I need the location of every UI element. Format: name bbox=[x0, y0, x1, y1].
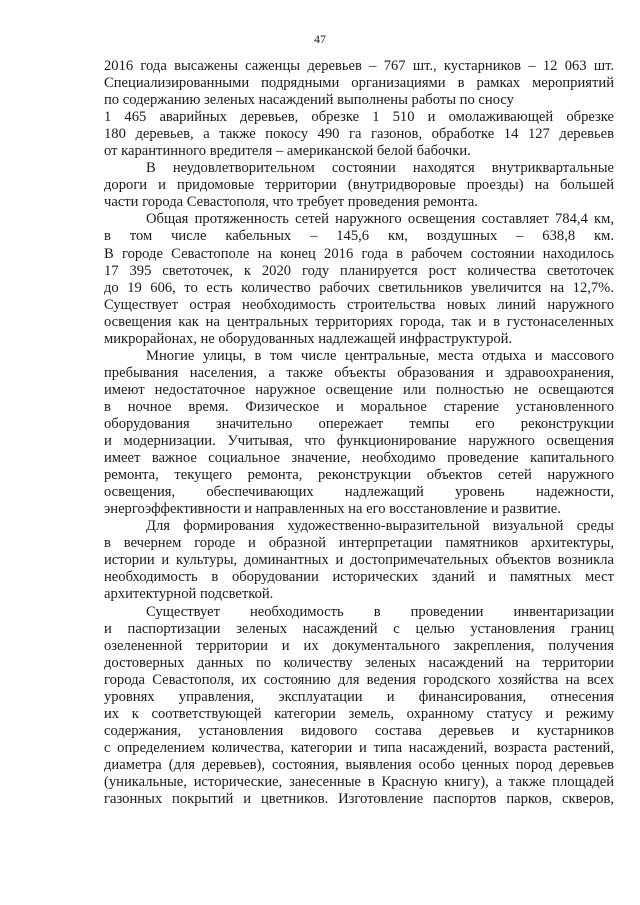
text-line: микрорайонах, не оборудованных надлежащей инфраструктурой. bbox=[104, 330, 513, 347]
text-line: 1 465 аварийных деревьев, обрезке 1 510 и омолаживающей обрезке bbox=[104, 109, 614, 126]
text-line: уровнях управления, эксплуатации и финансирования, отнесения bbox=[104, 688, 614, 705]
text-line: Общая протяженность сетей наружного освещения составляет 784,4 км, bbox=[146, 211, 614, 228]
text-line: пребывания населения, а также объекты образования и здравоохранения, bbox=[104, 364, 614, 381]
text-line: Существует необходимость в проведении инвентаризации bbox=[146, 603, 614, 620]
text-line: имеет важное социальное значение, необходимо проведение капитального bbox=[104, 450, 614, 467]
text-line: в вечернем городе и образной интерпретации памятников архитектуры, bbox=[104, 535, 614, 552]
paragraph bbox=[104, 160, 614, 211]
text-line: архитектурной подсветкой. bbox=[104, 586, 274, 603]
text-line: до 19 606, то есть количество рабочих светильников увеличится на 12,7%. bbox=[104, 279, 614, 296]
text-line: имеют недостаточное наружное освещение или полностью не освещаются bbox=[104, 381, 614, 398]
paragraph bbox=[104, 348, 614, 518]
text-line: необходимость в оборудовании исторических зданий и памятных мест bbox=[104, 569, 614, 586]
text-line: освещения, обеспечивающих надлежащий уровень надежности, bbox=[104, 484, 614, 501]
text-line: их к соответствующей категории земель, охранному статусу и режиму bbox=[104, 705, 614, 722]
text-line: диаметра (для деревьев), состояния, выявления особо ценных пород деревьев bbox=[104, 756, 614, 773]
page-number: 47 bbox=[314, 32, 326, 46]
text-line: города Севастополя, их состоянию для ведения городского хозяйства на всех bbox=[104, 671, 614, 688]
text-line: Многие улицы, в том числе центральные, места отдыха и массового bbox=[146, 347, 614, 364]
text-line: в том числе кабельных – 145,6 км, воздушных – 638,8 км. bbox=[104, 228, 614, 245]
text-line: достоверных данных по количеству зеленых насаждений на территории bbox=[104, 654, 614, 671]
text-line: 2016 года высажены саженцы деревьев – 767 шт., кустарников – 12 063 шт. bbox=[104, 58, 614, 74]
text-line: части города Севастополя, что требует проведения ремонта. bbox=[104, 194, 478, 211]
text-line: содержания, установления видового состава деревьев и кустарников bbox=[104, 722, 614, 739]
text-line: истории и культуры, доминантных и достопримечательных объектов возникла bbox=[104, 552, 614, 569]
text-line: дороги и придомовые территории (внутридворовые проезды) на большей bbox=[104, 177, 614, 194]
text-line: и паспортизации зеленых насаждений с целью установления границ bbox=[104, 620, 614, 637]
text-line: освещения как на центральных территориях города, так и в густонаселенных bbox=[104, 313, 614, 330]
text-line: 17 395 светоточек, к 2020 году планируется рост количества светоточек bbox=[104, 262, 614, 279]
text-line: и модернизации. Учитывая, что функционирование наружного освещения bbox=[104, 433, 614, 450]
text-line: по содержанию зеленых насаждений выполнены работы по сносу bbox=[104, 92, 514, 109]
text-line: энергоэффективности и направленных на его восстановление и развитие. bbox=[104, 501, 561, 518]
text-line: Существует острая необходимость строительства новых линий наружного bbox=[104, 296, 614, 313]
paragraph bbox=[104, 211, 614, 347]
text-line: Специализированными подрядными организациями в рамках мероприятий bbox=[104, 75, 614, 92]
text-line: ремонта, текущего ремонта, реконструкции объектов сетей наружного bbox=[104, 467, 614, 484]
text-line: В неудовлетворительном состоянии находятся внутриквартальные bbox=[146, 160, 614, 177]
text-line: газонных покрытий и цветников. Изготовление паспортов парков, скверов, bbox=[104, 791, 614, 808]
body-text bbox=[104, 58, 614, 808]
text-line: от карантинного вредителя – американской белой бабочки. bbox=[104, 143, 471, 160]
text-line: Для формирования художественно-выразительной визуальной среды bbox=[146, 518, 614, 535]
paragraph bbox=[104, 58, 614, 160]
text-line: в ночное время. Физическое и моральное старение установленного bbox=[104, 398, 614, 415]
text-line: (уникальные, исторические, занесенные в Красную книгу), а также площадей bbox=[104, 773, 614, 790]
paragraph bbox=[104, 518, 614, 603]
paragraph bbox=[104, 604, 614, 809]
text-line: В городе Севастополе на конец 2016 года в рабочем состоянии находилось bbox=[104, 245, 614, 262]
text-line: 180 деревьев, а также покосу 490 га газонов, обработке 14 127 деревьев bbox=[104, 126, 614, 143]
text-line: с определением количества, категории и типа насаждений, возраста растений, bbox=[104, 739, 614, 756]
text-line: оборудования значительно опережает темпы его реконструкции bbox=[104, 415, 614, 432]
text-line: озелененной территории и их документального закрепления, получения bbox=[104, 637, 614, 654]
